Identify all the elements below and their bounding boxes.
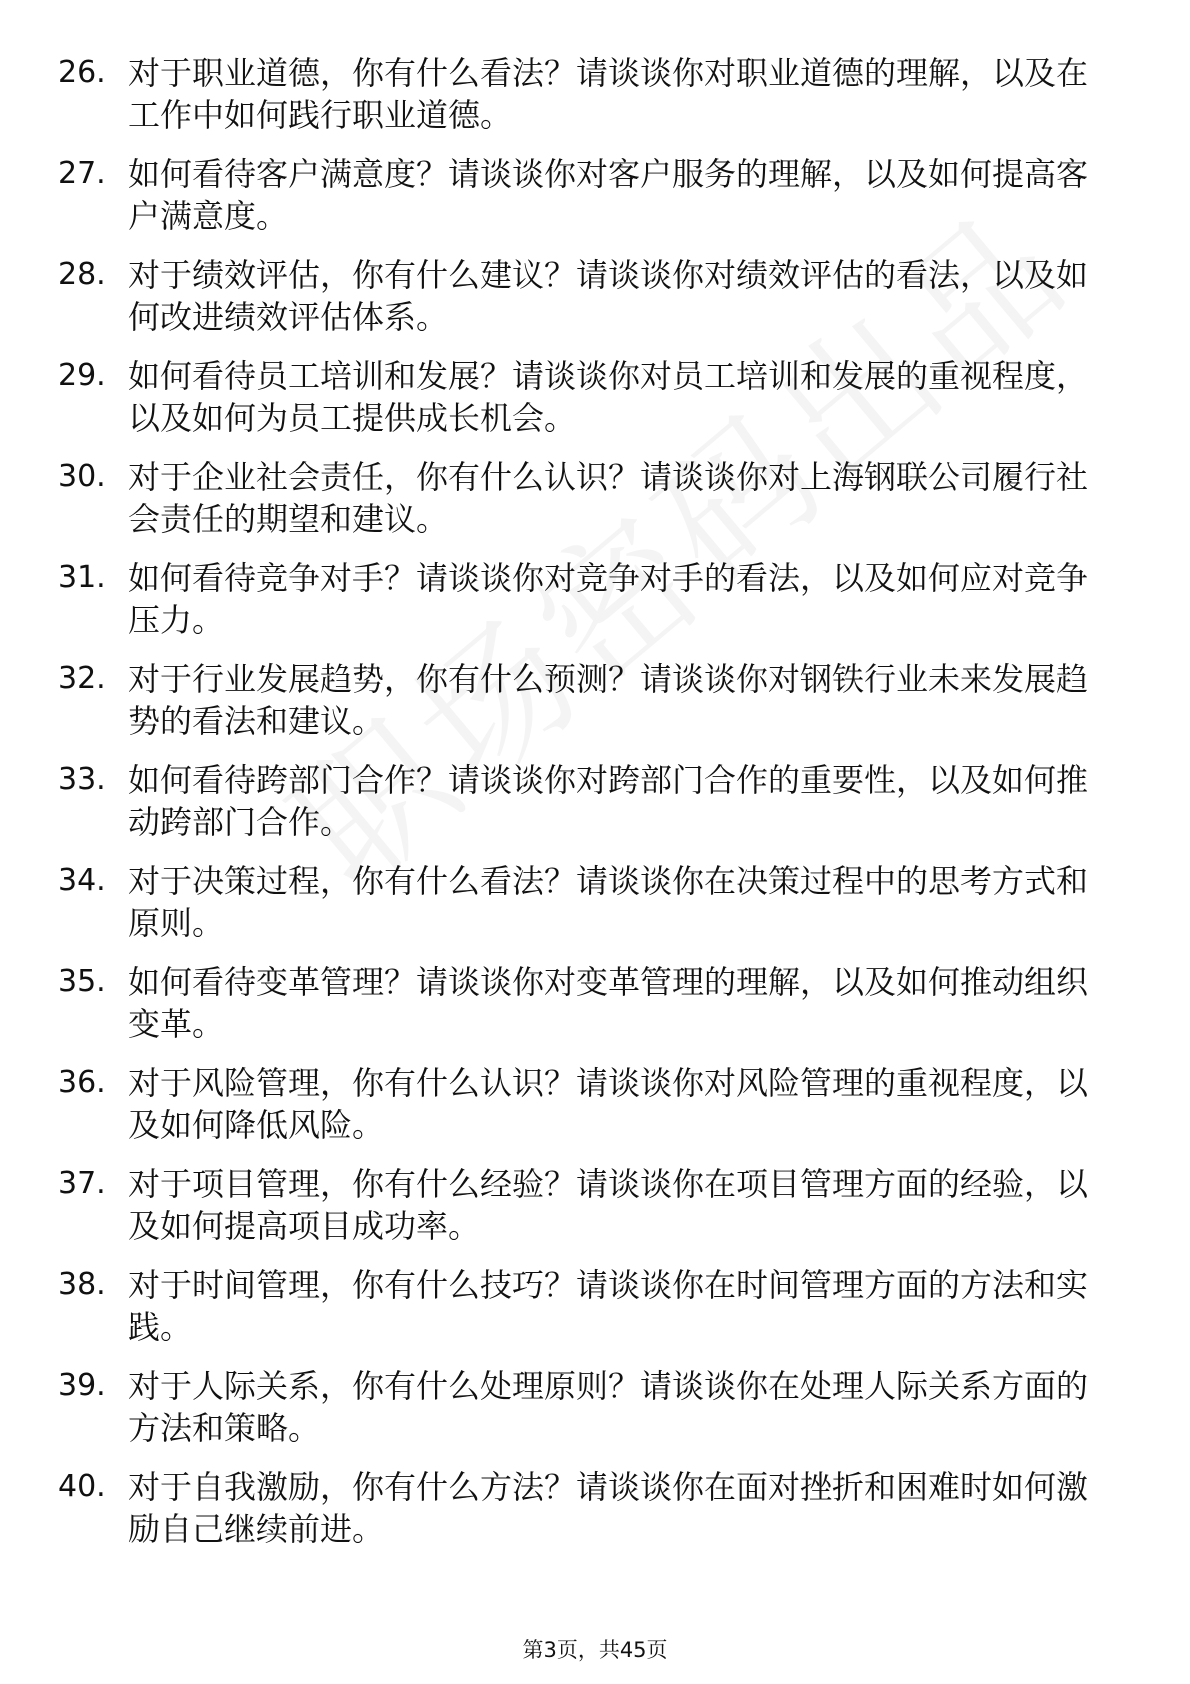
question-text: 对于企业社会责任，你有什么认识？请谈谈你对上海钢联公司履行社会责任的期望和建议。 [128,458,1089,538]
question-item [58,658,1118,744]
question-text: 对于自我激励，你有什么方法？请谈谈你在面对挫折和困难时如何激励自己继续前进。 [128,1468,1089,1548]
question-number: 32. [58,661,106,696]
question-text: 对于行业发展趋势，你有什么预测？请谈谈你对钢铁行业未来发展趋势的看法和建议。 [128,660,1089,740]
question-item [58,1466,1118,1552]
question-item [58,1062,1118,1148]
question-number: 40. [58,1469,106,1504]
question-list [58,52,1118,1567]
question-number: 34. [58,863,106,898]
question-item [58,254,1118,340]
question-item [58,961,1118,1047]
question-text: 对于项目管理，你有什么经验？请谈谈你在项目管理方面的经验，以及如何提高项目成功率。 [128,1165,1089,1245]
question-text: 如何看待员工培训和发展？请谈谈你对员工培训和发展的重视程度，以及如何为员工提供成长机会。 [128,357,1089,437]
question-text: 如何看待竞争对手？请谈谈你对竞争对手的看法，以及如何应对竞争压力。 [128,559,1089,639]
question-text: 对于绩效评估，你有什么建议？请谈谈你对绩效评估的看法，以及如何改进绩效评估体系。 [128,256,1089,336]
question-number: 28. [58,257,106,292]
question-number: 26. [58,55,106,90]
question-number: 36. [58,1065,106,1100]
question-item [58,355,1118,441]
question-number: 29. [58,358,106,393]
question-item [58,860,1118,946]
question-text: 对于时间管理，你有什么技巧？请谈谈你在时间管理方面的方法和实践。 [128,1266,1089,1346]
page-number-footer: 第3页，共45页 [522,1638,668,1662]
question-text: 如何看待客户满意度？请谈谈你对客户服务的理解，以及如何提高客户满意度。 [128,155,1089,235]
question-text: 对于职业道德，你有什么看法？请谈谈你对职业道德的理解，以及在工作中如何践行职业道德。 [128,54,1089,134]
question-item [58,153,1118,239]
question-item [58,759,1118,845]
question-item [58,52,1118,138]
question-text: 对于人际关系，你有什么处理原则？请谈谈你在处理人际关系方面的方法和策略。 [128,1367,1089,1447]
question-number: 35. [58,964,106,999]
question-number: 38. [58,1267,106,1302]
question-number: 39. [58,1368,106,1403]
question-item [58,1264,1118,1350]
question-number: 27. [58,156,106,191]
question-item [58,456,1118,542]
question-text: 如何看待跨部门合作？请谈谈你对跨部门合作的重要性，以及如何推动跨部门合作。 [128,761,1089,841]
question-text: 对于风险管理，你有什么认识？请谈谈你对风险管理的重视程度，以及如何降低风险。 [128,1064,1089,1144]
question-text: 如何看待变革管理？请谈谈你对变革管理的理解，以及如何推动组织变革。 [128,963,1089,1043]
question-text: 对于决策过程，你有什么看法？请谈谈你在决策过程中的思考方式和原则。 [128,862,1089,942]
question-number: 30. [58,459,106,494]
question-item [58,1365,1118,1451]
question-item [58,557,1118,643]
question-number: 37. [58,1166,106,1201]
question-number: 31. [58,560,106,595]
question-item [58,1163,1118,1249]
question-number: 33. [58,762,106,797]
